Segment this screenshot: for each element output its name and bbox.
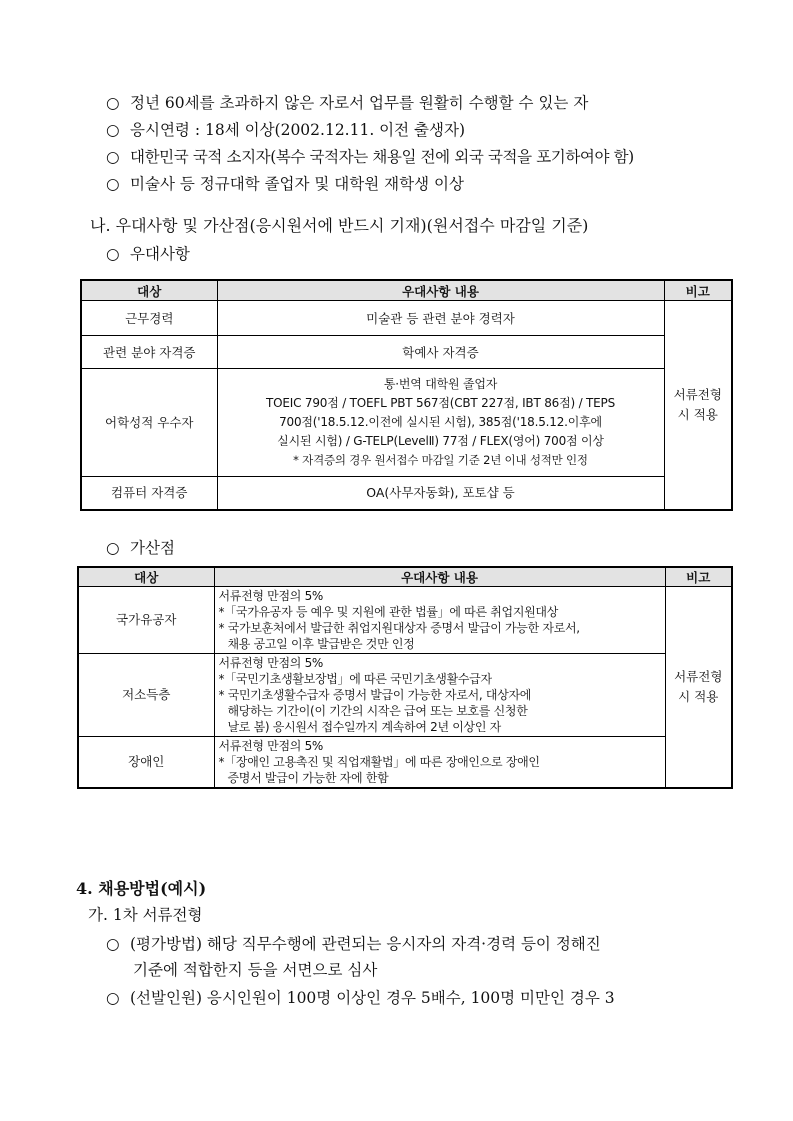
content-line: 서류전형 만점의 5% [218, 589, 324, 603]
content-line: *「국가유공자 등 예우 및 지원에 관한 법률」에 따른 취업지원대상 [218, 605, 559, 619]
table-row [81, 369, 732, 477]
row-target: 어학성적 우수자 [81, 369, 217, 477]
content-line: * 국민기초생활수급자 증명서 발급이 가능한 자로서, 대상자에 [218, 688, 532, 702]
bullet-circle-icon: ○ [106, 121, 120, 139]
row-content [217, 369, 664, 477]
header-content: 우대사항 내용 [217, 280, 664, 301]
row-note: 서류전형 시 적용 [665, 587, 732, 789]
header-note: 비고 [664, 280, 732, 301]
bonus-table [77, 566, 733, 789]
method-item: ○ (평가방법) 해당 직무수행에 관련되는 응시자의 자격·경력 등이 정해진 [106, 935, 601, 953]
method-item-continuation: 기준에 적합한지 등을 서면으로 심사 [133, 961, 378, 979]
row-target: 관련 분야 자격증 [81, 336, 217, 369]
row-content [214, 587, 665, 654]
bullet-circle-icon: ○ [106, 94, 120, 112]
row-target: 국가유공자 [78, 587, 214, 654]
content-line: 채용 공고일 이후 발급받은 것만 인정 [227, 637, 415, 651]
eligibility-item: ○ 응시연령 : 18세 이상(2002.12.11. 이전 출생자) [106, 121, 466, 139]
bullet-circle-icon: ○ [106, 989, 120, 1007]
content-note-line: * 자격증의 경우 원서접수 마감일 기준 2년 이내 성적만 인정 [293, 453, 588, 467]
content-line: 날로 봄) 응시원서 접수일까지 계속하여 2년 이상인 자 [227, 720, 501, 734]
table-header-row [81, 280, 732, 301]
content-line: TOEIC 790점 / TOEFL PBT 567점(CBT 227점, IBT 86점) / TEPS [266, 396, 615, 410]
bonus-heading: ○ 가산점 [106, 539, 175, 557]
row-target: 컴퓨터 자격증 [81, 477, 217, 510]
eligibility-item: ○ 대한민국 국적 소지자(복수 국적자는 채용일 전에 외국 국적을 포기하여야 함) [106, 148, 634, 166]
header-content: 우대사항 내용 [214, 567, 665, 587]
content-line: 증명서 발급이 가능한 자에 한함 [227, 771, 389, 785]
table-header-row [78, 567, 732, 587]
preference-heading: ○ 우대사항 [106, 245, 190, 263]
table-row [78, 587, 732, 654]
row-target: 근무경력 [81, 301, 217, 336]
table-row [81, 336, 732, 369]
row-content: OA(사무자동화), 포토샵 등 [217, 477, 664, 510]
table-row [81, 301, 732, 336]
row-content [214, 654, 665, 737]
content-line: 해당하는 기간이(이 기간의 시작은 급여 또는 보호를 신청한 [227, 704, 528, 718]
table-row [78, 654, 732, 737]
method-item: ○ (선발인원) 응시인원이 100명 이상인 경우 5배수, 100명 미만인 경우 3 [106, 989, 615, 1007]
content-line: 서류전형 만점의 5% [218, 656, 324, 670]
bullet-circle-icon: ○ [106, 245, 120, 263]
row-content: 학예사 자격증 [217, 336, 664, 369]
table-row [81, 477, 732, 510]
content-line: 통·번역 대학원 졸업자 [383, 377, 498, 391]
content-line: 실시된 시험) / G-TELP(LevelⅡ) 77점 / FLEX(영어) 700점 이상 [277, 434, 604, 448]
header-note: 비고 [665, 567, 732, 587]
bullet-circle-icon: ○ [106, 935, 120, 953]
content-line: *「국민기초생활보장법」에 따른 국민기초생활수급자 [218, 672, 492, 686]
content-line: * 국가보훈처에서 발급한 취업지원대상자 증명서 발급이 가능한 자로서, [218, 621, 580, 635]
header-target: 대상 [81, 280, 217, 301]
row-target: 장애인 [78, 737, 214, 789]
bullet-circle-icon: ○ [106, 148, 120, 166]
header-target: 대상 [78, 567, 214, 587]
eligibility-item: ○ 정년 60세를 초과하지 않은 자로서 업무를 원활히 수행할 수 있는 자 [106, 94, 589, 112]
row-target: 저소득층 [78, 654, 214, 737]
row-content: 미술관 등 관련 분야 경력자 [217, 301, 664, 336]
table-row [78, 737, 732, 789]
eligibility-item: ○ 미술사 등 정규대학 졸업자 및 대학원 재학생 이상 [106, 175, 464, 193]
section-4-title: 4. 채용방법(예시) [76, 879, 207, 898]
bullet-circle-icon: ○ [106, 539, 120, 557]
content-line: 700점('18.5.12.이전에 실시된 시험), 385점('18.5.12.이후에 [279, 415, 602, 429]
row-content [214, 737, 665, 789]
section-heading-ga: 가. 1차 서류전형 [88, 906, 203, 924]
content-line: 서류전형 만점의 5% [218, 739, 324, 753]
section-heading-na: 나. 우대사항 및 가산점(응시원서에 반드시 기재)(원서접수 마감일 기준) [90, 216, 589, 235]
bullet-circle-icon: ○ [106, 175, 120, 193]
content-line: *「장애인 고용촉진 및 직업재활법」에 따른 장애인으로 장애인 [218, 755, 540, 769]
preference-table [80, 279, 733, 511]
row-note: 서류전형 시 적용 [664, 301, 732, 510]
